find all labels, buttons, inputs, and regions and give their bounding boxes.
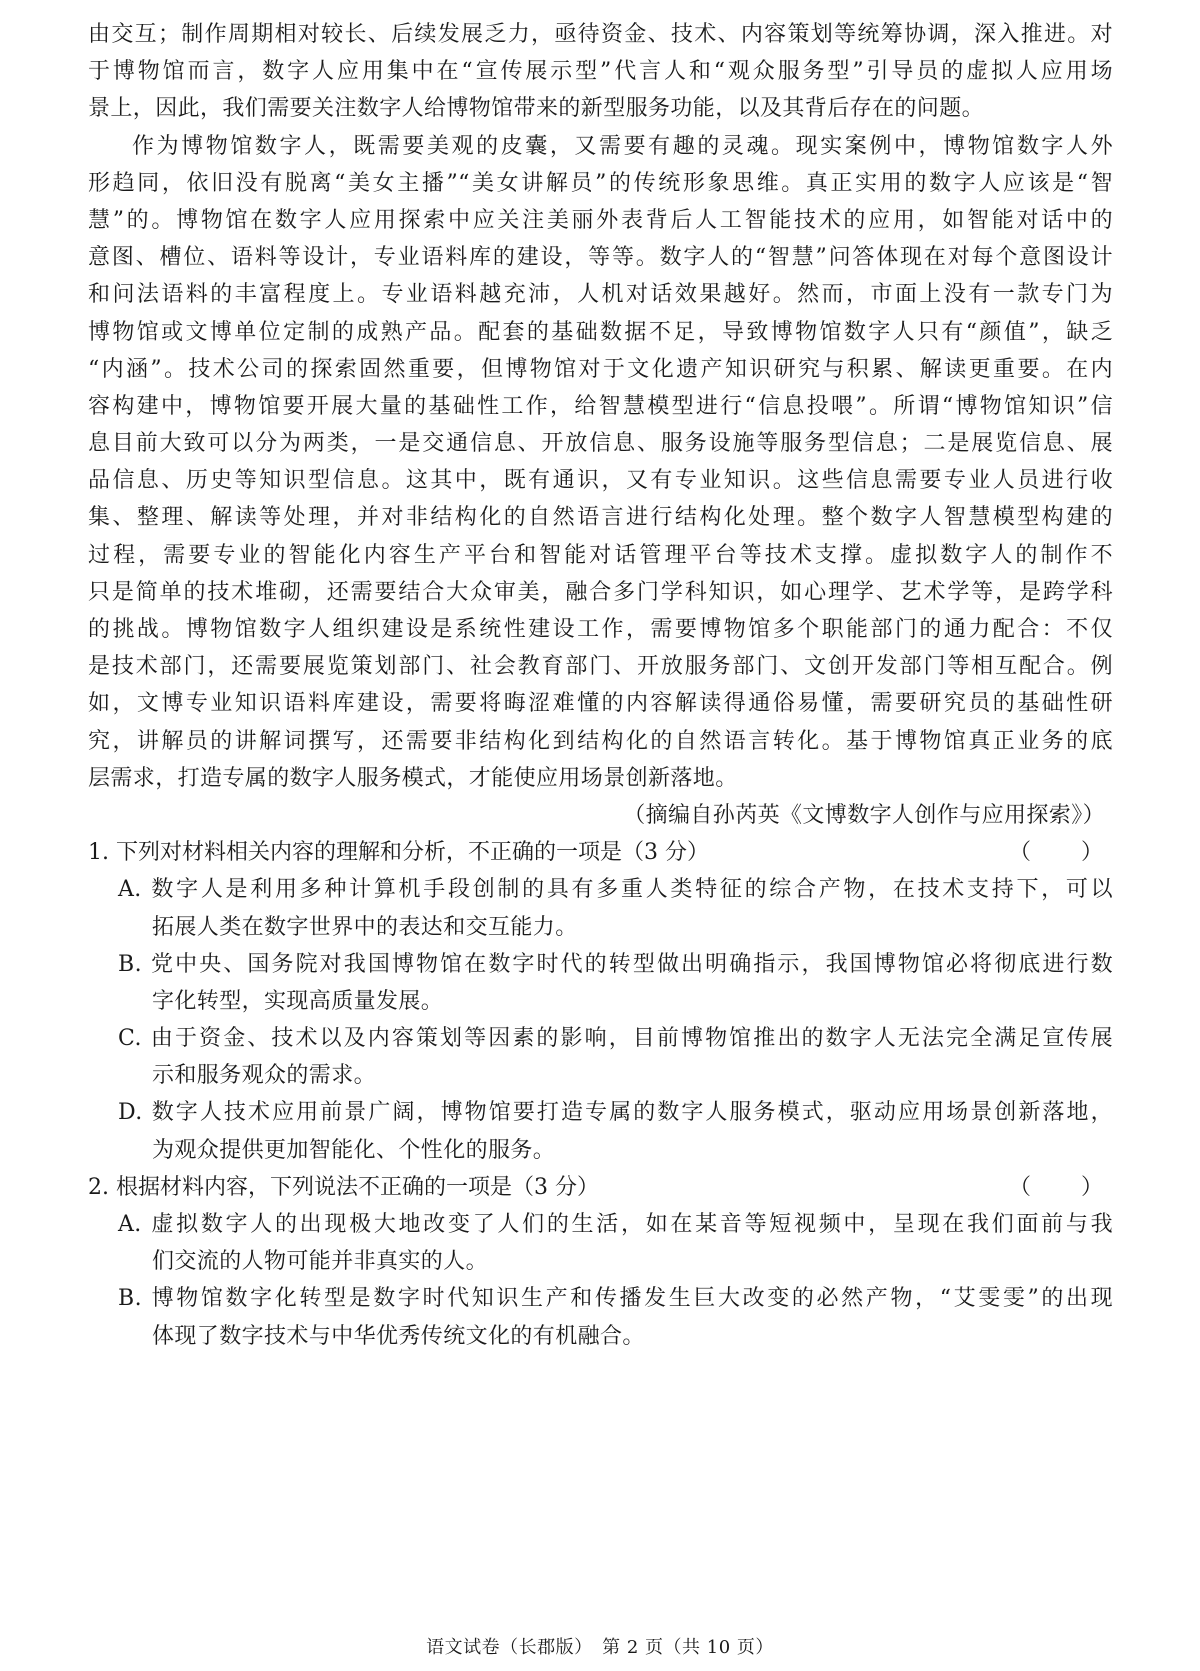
passage-line: 层需求，打造专属的数字人服务模式，才能使应用场景创新落地。 [88, 765, 738, 791]
question-stem-row [88, 834, 1113, 871]
passage-line: 景上，因此，我们需要关注数字人给博物馆带来的新型服务功能，以及其背后存在的问题。 [88, 96, 985, 122]
passage [88, 16, 1113, 834]
question-stem-row [88, 1169, 1113, 1206]
passage-line: 息目前大致可以分为两类，一是交通信息、开放信息、服务设施等服务型信息；二是展览信息、展 [88, 431, 1113, 457]
question-stem: 2. 根据材料内容，下列说法不正确的一项是（3 分） [88, 1174, 599, 1200]
question-1 [88, 834, 1113, 1169]
passage-line: 集、整理、解读等处理，并对非结构化的自然语言进行结构化处理。整个数字人智慧模型构建的 [88, 505, 1113, 531]
option-a-continued: 拓展人类在数字世界中的表达和交互能力。 [152, 914, 578, 940]
option-b: B. 党中央、国务院对我国博物馆在数字时代的转型做出明确指示，我国博物馆必将彻底进行数 [118, 951, 1113, 977]
option-c: C. 由于资金、技术以及内容策划等因素的影响，目前博物馆推出的数字人无法完全满足宣传展 [118, 1026, 1113, 1052]
passage-line: 慧”的。博物馆在数字人应用探索中应关注美丽外表背后人工智能技术的应用，如智能对话中的 [88, 207, 1113, 233]
passage-line: 作为博物馆数字人，既需要美观的皮囊，又需要有趣的灵魂。现实案例中，博物馆数字人外 [132, 133, 1113, 159]
passage-line: 和问法语料的丰富程度上。专业语料越充沛，人机对话效果越好。然而，市面上没有一款专门为 [88, 282, 1113, 308]
option-b: B. 博物馆数字化转型是数字时代知识生产和传播发生巨大改变的必然产物，“艾雯雯”的出现 [118, 1286, 1113, 1312]
passage-source: （摘编自孙芮英《文博数字人创作与应用探索》） [623, 802, 1105, 828]
passage-line: 如，文博专业知识语料库建设，需要将晦涩难懂的内容解读得通俗易懂，需要研究员的基础性研 [88, 691, 1113, 717]
answer-blank[interactable]: （ ） [1008, 1174, 1105, 1200]
option-b-continued: 体现了数字技术与中华优秀传统文化的有机融合。 [152, 1323, 645, 1349]
exam-page [88, 16, 1113, 1355]
passage-line: 品信息、历史等知识型信息。这其中，既有通识，又有专业知识。这些信息需要专业人员进行收 [88, 468, 1113, 494]
passage-line: 究，讲解员的讲解词撰写，还需要非结构化到结构化的自然语言转化。基于博物馆真正业务的底 [88, 728, 1113, 754]
option-b-continued: 字化转型，实现高质量发展。 [152, 988, 444, 1014]
passage-line: 过程，需要专业的智能化内容生产平台和智能对话管理平台等技术支撑。虚拟数字人的制作不 [88, 542, 1113, 568]
option-a: A. 虚拟数字人的出现极大地改变了人们的生活，如在某音等短视频中，呈现在我们面前与我 [118, 1212, 1113, 1237]
question-2 [88, 1169, 1113, 1355]
option-d-continued: 为观众提供更加智能化、个性化的服务。 [152, 1137, 556, 1163]
option-a-continued: 们交流的人物可能并非真实的人。 [152, 1249, 489, 1275]
passage-line: 是技术部门，还需要展览策划部门、社会教育部门、开放服务部门、文创开发部门等相互配合。例 [88, 654, 1113, 680]
option-a: A. 数字人是利用多种计算机手段创制的具有多重人类特征的综合产物，在技术支持下，可以 [118, 877, 1113, 903]
passage-line: 意图、槽位、语料等设计，专业语料库的建设，等等。数字人的“智慧”问答体现在对每个意图设计 [88, 245, 1113, 271]
passage-line: 容构建中，博物馆要开展大量的基础性工作，给智慧模型进行“信息投喂”。所谓“博物馆知识”信 [88, 393, 1113, 419]
option-c-continued: 示和服务观众的需求。 [152, 1063, 377, 1089]
page-footer: 语文试卷（长郡版） 第 2 页（共 10 页） [426, 1637, 774, 1658]
passage-line: 形趋同，依旧没有脱离“美女主播”“美女讲解员”的传统形象思维。真正实用的数字人应该是“智 [88, 170, 1113, 196]
passage-line: 于博物馆而言，数字人应用集中在“宣传展示型”代言人和“观众服务型”引导员的虚拟人应用场 [88, 59, 1113, 85]
question-stem: 1. 下列对材料相关内容的理解和分析，不正确的一项是（3 分） [88, 840, 709, 866]
passage-line: 博物馆或文博单位定制的成熟产品。配套的基础数据不足，导致博物馆数字人只有“颜值”，缺乏 [88, 319, 1113, 345]
passage-line: 的挑战。博物馆数字人组织建设是系统性建设工作，需要博物馆多个职能部门的通力配合：不仅 [88, 617, 1113, 642]
passage-line: “内涵”。技术公司的探索固然重要，但博物馆对于文化遗产知识研究与积累、解读更重要。在内 [88, 356, 1113, 382]
passage-line: 由交互；制作周期相对较长、后续发展乏力，亟待资金、技术、内容策划等统筹协调，深入推进。对 [88, 22, 1113, 47]
answer-blank[interactable]: （ ） [1008, 840, 1105, 866]
option-d: D. 数字人技术应用前景广阔，博物馆要打造专属的数字人服务模式，驱动应用场景创新落地， [118, 1100, 1113, 1126]
passage-line: 只是简单的技术堆砌，还需要结合大众审美，融合多门学科知识，如心理学、艺术学等，是跨学科 [88, 579, 1113, 605]
